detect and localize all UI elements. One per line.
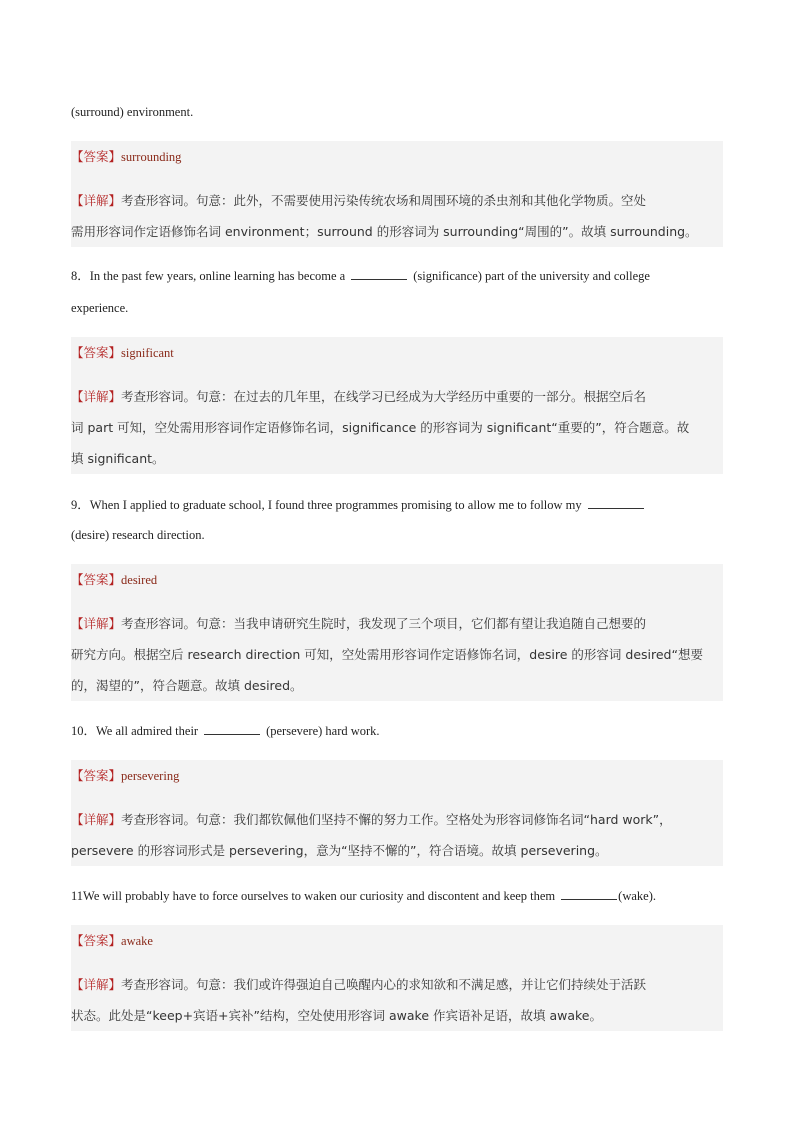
q11-blank <box>561 888 617 900</box>
q7-detail-line-1: 【详解】考查形容词。句意：此外，不需要使用污染传统农场和周围环境的杀虫剂和其他化学物质。空处 <box>71 193 647 208</box>
q8-answer-row: 【答案】significant <box>71 345 174 360</box>
q8-stem-line-1: 8．In the past few years, online learning has become a (significance) part of the university and college <box>71 269 650 283</box>
q7-detail-line-2: 需用形容词作定语修饰名词 environment；surround 的形容词为 surrounding“周围的”。故填 surrounding。 <box>71 224 698 239</box>
q11-answer-row: 【答案】awake <box>71 933 153 948</box>
q11-detail-line-2: 状态。此处是“keep+宾语+宾补”结构，空处使用形容词 awake 作宾语补足语，故填 awake。 <box>71 1008 602 1023</box>
q11-stem: 11We will probably have to force ourselves to waken our curiosity and discontent and keep them (wake). <box>71 889 656 903</box>
q7-answer: surrounding <box>121 150 182 164</box>
detail-label: 【详解】 <box>71 193 122 208</box>
q8-answer: significant <box>121 346 174 360</box>
q10-detail-line-2: persevere 的形容词形式是 persevering，意为“坚持不懈的”，符合语境。故填 persevering。 <box>71 843 608 858</box>
q10-stem: 10．We all admired their (persevere) hard work. <box>71 724 380 738</box>
q9-detail-line-1: 【详解】考查形容词。句意：当我申请研究生院时，我发现了三个项目，它们都有望让我追随自己想要的 <box>71 616 647 631</box>
q8-blank <box>351 268 407 280</box>
q10-answer-box <box>71 760 723 866</box>
q8-stem-line-2: experience. <box>71 301 129 315</box>
q8-detail-line-1: 【详解】考查形容词。句意：在过去的几年里，在线学习已经成为大学经历中重要的一部分。根据空后名 <box>71 389 647 404</box>
answer-label: 【答案】 <box>71 149 122 164</box>
q8-answer-box <box>71 337 723 474</box>
q11-answer: awake <box>121 934 153 948</box>
q10-blank <box>204 723 260 735</box>
q9-blank <box>588 497 644 509</box>
q9-stem-line-2: (desire) research direction. <box>71 528 205 542</box>
q8-detail-line-2: 词 part 可知，空处需用形容词作定语修饰名词，significance 的形容词为 significant“重要的”，符合题意。故 <box>71 420 690 435</box>
q9-answer-box <box>71 564 723 701</box>
q10-answer-row: 【答案】persevering <box>71 768 180 783</box>
q9-stem-line-1: 9．When I applied to graduate school, I found three programmes promising to allow me to follow my <box>71 497 650 513</box>
q11-detail-line-1: 【详解】考查形容词。句意：我们或许得强迫自己唤醒内心的求知欲和不满足感，并让它们持续处于活跃 <box>71 977 647 992</box>
q9-answer-row: 【答案】desired <box>71 572 158 587</box>
q10-detail-line-1: 【详解】考查形容词。句意：我们都钦佩他们坚持不懈的努力工作。空格处为形容词修饰名词“hard work”， <box>71 812 672 827</box>
q7-answer-row <box>71 149 181 165</box>
q10-answer: persevering <box>121 769 180 783</box>
q9-detail-line-2: 研究方向。根据空后 research direction 可知，空处需用形容词作定语修饰名词，desire 的形容词 desired“想要 <box>71 647 703 662</box>
q9-detail-line-3: 的，渴望的”，符合题意。故填 desired。 <box>71 678 303 693</box>
q9-answer: desired <box>121 573 158 587</box>
q11-answer-box <box>71 925 723 1031</box>
q7-answer-box <box>71 141 723 247</box>
q7-stem-tail: (surround) environment. <box>71 105 194 119</box>
q8-detail-line-3: 填 significant。 <box>71 451 165 466</box>
